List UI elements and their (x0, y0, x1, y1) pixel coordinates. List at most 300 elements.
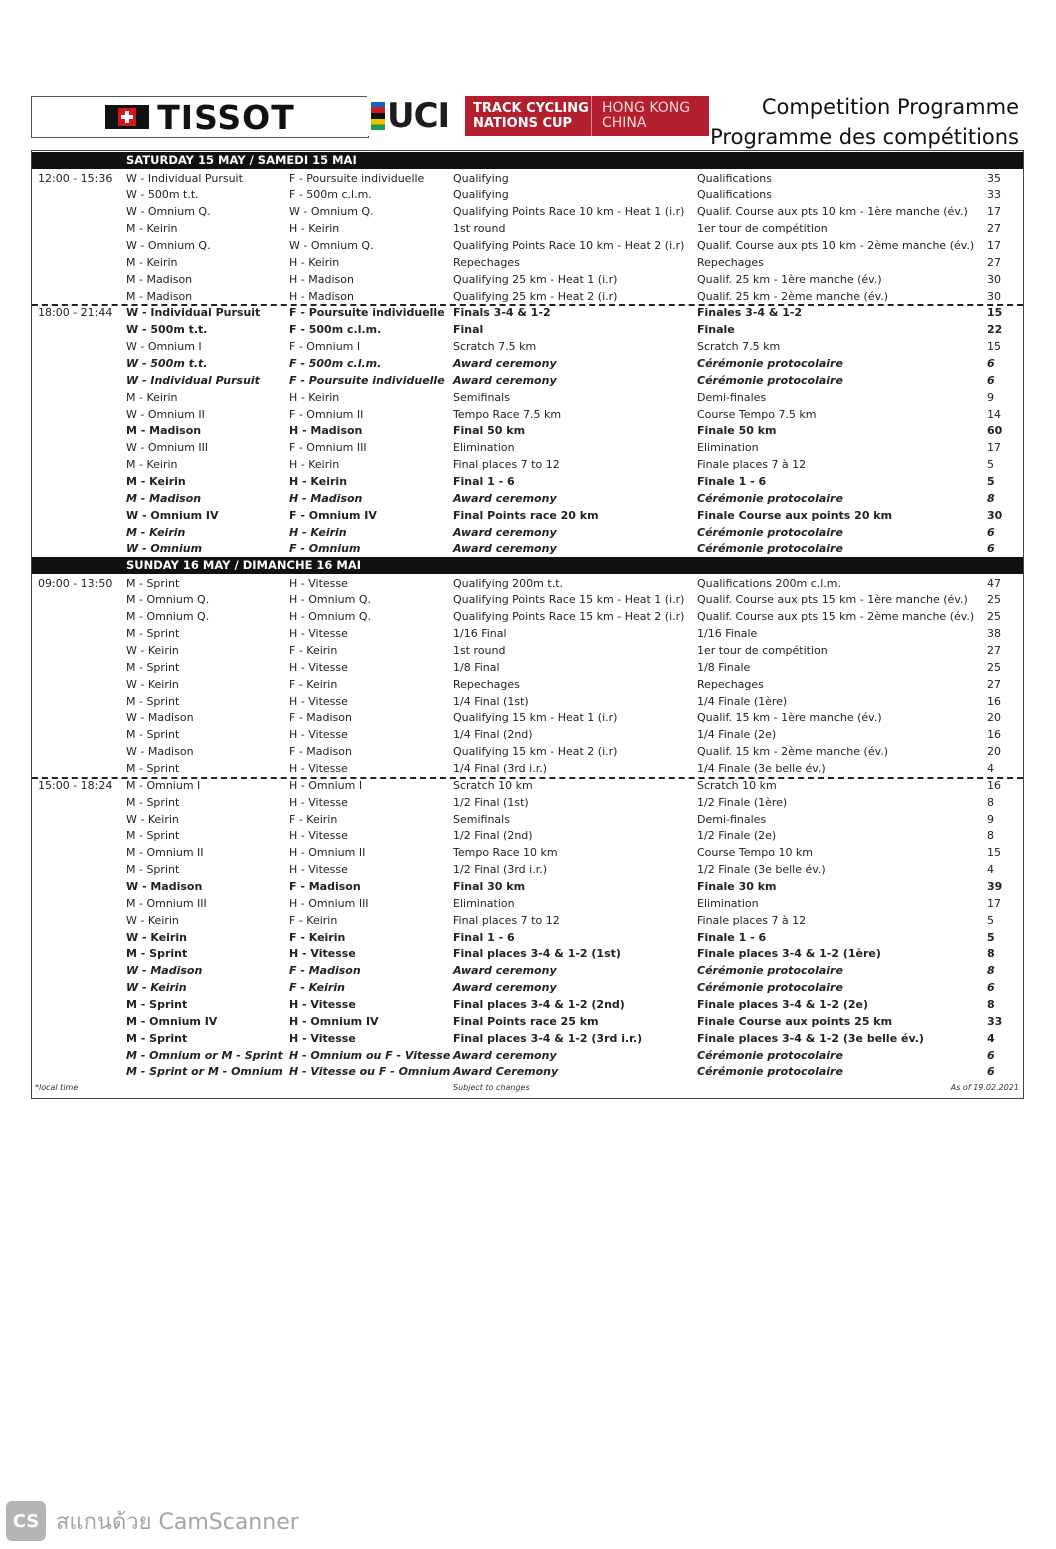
uci-banner (367, 96, 709, 136)
participants-cell: 6 (987, 981, 995, 995)
round-cell: Finals 3-4 & 1-2 (453, 306, 551, 320)
event-fr-cell: W - Omnium Q. (289, 238, 374, 252)
table-row (32, 170, 1023, 187)
event-fr-cell: H - Vitesse (289, 998, 356, 1011)
participants-cell: 39 (987, 879, 1003, 893)
event-fr-cell: F - Omnium III (289, 441, 367, 455)
event-cell: W - Individual Pursuit (126, 306, 261, 320)
table-row (32, 203, 1023, 220)
round-fr-cell: Cérémonie protocolaire (697, 964, 843, 978)
round-fr-cell: Finale 1 - 6 (697, 474, 767, 488)
table-row (32, 591, 1023, 608)
event-fr-cell: H - Keirin (289, 474, 348, 488)
event-cell: M - Keirin (126, 390, 178, 404)
event-cell: M - Omnium II (126, 846, 204, 860)
table-row (32, 507, 1023, 524)
participants-cell: 27 (987, 222, 1001, 236)
event-cell: W - Individual Pursuit (126, 373, 260, 387)
table-row (32, 760, 1023, 777)
round-fr-cell: 1/4 Finale (1ère) (697, 694, 788, 708)
day-header-saturday: SATURDAY 15 MAY / SAMEDI 15 MAI (32, 152, 1023, 169)
participants-cell: 27 (987, 677, 1001, 691)
table-row (32, 929, 1023, 946)
event-fr-cell: F - 500m c.l.m. (289, 188, 372, 202)
event-fr-cell: F - Keirin (289, 981, 345, 995)
round-cell: Elimination (453, 441, 515, 455)
round-cell: Qualifying (453, 188, 509, 202)
event-fr-cell: H - Madison (289, 272, 354, 286)
table-row (32, 220, 1023, 237)
event-cell: M - Sprint (126, 627, 180, 641)
event-fr-cell: H - Omnium ou F - Vitesse (289, 1048, 451, 1062)
day-header-sunday: SUNDAY 16 MAY / DIMANCHE 16 MAI (32, 557, 1023, 574)
event-cell: W - Keirin (126, 981, 187, 995)
participants-cell: 8 (987, 998, 995, 1011)
event-cell: W - 500m t.t. (126, 356, 208, 370)
event-location: HONG KONG CHINA (591, 96, 709, 136)
footnote-local-time: *local time (35, 1083, 79, 1092)
table-row (32, 439, 1023, 456)
table-row (32, 912, 1023, 929)
event-cell: W - Omnium IV (126, 508, 219, 522)
event-cell: W - Omnium I (126, 340, 202, 354)
event-fr-cell: H - Omnium II (289, 846, 366, 860)
round-cell: Qualifying Points Race 10 km - Heat 2 (i.r) (453, 238, 685, 252)
round-fr-cell: Finale 50 km (697, 424, 777, 438)
event-cell: W - Madison (126, 964, 203, 978)
event-cell: W - Omnium Q. (126, 205, 211, 219)
participants-cell: 16 (987, 728, 1001, 742)
round-fr-cell: Qualif. Course aux pts 10 km - 2ème manche (év.) (697, 238, 975, 252)
event-cell: M - Sprint (126, 728, 180, 742)
round-fr-cell: Scratch 7.5 km (697, 340, 781, 354)
round-cell: Elimination (453, 896, 515, 910)
table-row (32, 237, 1023, 254)
event-fr-cell: H - Keirin (289, 390, 340, 404)
event-fr-cell: H - Keirin (289, 458, 340, 472)
event-fr-cell: H - Vitesse (289, 627, 348, 641)
participants-cell: 16 (987, 778, 1001, 792)
round-fr-cell: Finale places 7 à 12 (697, 913, 807, 927)
event-fr-cell: H - Omnium IV (289, 1014, 379, 1028)
round-cell: Final places 7 to 12 (453, 458, 560, 472)
participants-cell: 5 (987, 474, 995, 488)
round-fr-cell: Cérémonie protocolaire (697, 542, 843, 556)
table-row (32, 811, 1023, 828)
participants-cell: 4 (987, 1031, 995, 1045)
event-fr-cell: H - Keirin (289, 222, 340, 236)
round-cell: Qualifying 25 km - Heat 1 (i.r) (453, 272, 618, 286)
round-cell: Qualifying 25 km - Heat 2 (i.r) (453, 289, 618, 303)
event-cell: M - Sprint (126, 660, 180, 674)
round-fr-cell: 1er tour de compétition (697, 643, 828, 657)
time-cell: 18:00 - 21:44 (38, 306, 113, 320)
round-fr-cell: Elimination (697, 896, 759, 910)
event-cell: M - Keirin (126, 222, 178, 236)
round-fr-cell: Qualif. 15 km - 1ère manche (év.) (697, 711, 882, 725)
round-cell: Repechages (453, 677, 520, 691)
event-cell: W - Keirin (126, 643, 179, 657)
participants-cell: 17 (987, 441, 1001, 455)
event-fr-cell: F - 500m c.l.m. (289, 323, 382, 337)
table-row (32, 676, 1023, 693)
round-cell: Final (453, 323, 484, 337)
round-cell: Qualifying 15 km - Heat 1 (i.r) (453, 711, 618, 725)
event-cell: W - Madison (126, 711, 194, 725)
event-cell: M - Sprint (126, 829, 180, 843)
camscanner-logo-icon: CS (6, 1501, 46, 1541)
event-cell: M - Omnium Q. (126, 593, 210, 607)
event-fr-cell: F - Omnium I (289, 340, 361, 354)
event-cell: M - Omnium or M - Sprint (126, 1048, 283, 1062)
round-cell: Qualifying Points Race 10 km - Heat 1 (i.r) (453, 205, 685, 219)
event-cell: W - Omnium (126, 542, 203, 556)
event-cell: M - Sprint (126, 795, 180, 809)
table-row (32, 524, 1023, 541)
round-cell: Scratch 7.5 km (453, 340, 537, 354)
round-fr-cell: Finale 1 - 6 (697, 930, 767, 944)
round-cell: Semifinals (453, 390, 510, 404)
event-cell: M - Madison (126, 289, 193, 303)
round-cell: Qualifying 15 km - Heat 2 (i.r) (453, 745, 618, 759)
round-fr-cell: 1/2 Finale (3e belle év.) (697, 863, 826, 877)
participants-cell: 5 (987, 913, 994, 927)
round-cell: Final Points race 25 km (453, 1014, 599, 1028)
participants-cell: 22 (987, 323, 1003, 337)
camscanner-label: สแกนด้วย CamScanner (56, 1509, 299, 1535)
round-fr-cell: Finale places 3-4 & 1-2 (1ère) (697, 947, 881, 961)
round-cell: Qualifying Points Race 15 km - Heat 1 (i.r) (453, 593, 685, 607)
participants-cell: 6 (987, 373, 995, 387)
event-cell: M - Sprint or M - Omnium (126, 1065, 283, 1079)
round-cell: Award ceremony (453, 1048, 557, 1062)
event-fr-cell: W - Omnium Q. (289, 205, 374, 219)
event-cell: W - Keirin (126, 677, 179, 691)
time-cell: 12:00 - 15:36 (38, 171, 113, 185)
round-fr-cell: Qualifications (697, 188, 773, 202)
event-cell: W - Keirin (126, 930, 187, 944)
event-cell: W - Keirin (126, 812, 179, 826)
round-cell: Final 30 km (453, 879, 526, 893)
event-cell: M - Omnium Q. (126, 610, 210, 624)
event-fr-cell: H - Vitesse (289, 761, 348, 775)
round-fr-cell: 1/8 Finale (697, 660, 751, 674)
round-fr-cell: 1/2 Finale (1ère) (697, 795, 788, 809)
participants-cell: 5 (987, 930, 995, 944)
round-cell: 1/4 Final (3rd i.r.) (453, 761, 547, 775)
participants-cell: 9 (987, 812, 994, 826)
round-fr-cell: Cérémonie protocolaire (697, 1065, 843, 1079)
event-fr-cell: F - Keirin (289, 913, 338, 927)
participants-cell: 33 (987, 188, 1001, 202)
round-cell: Award ceremony (453, 542, 557, 556)
table-row (32, 709, 1023, 726)
table-row (32, 794, 1023, 811)
event-fr-cell: F - Poursuite individuelle (289, 373, 445, 387)
round-cell: Award ceremony (453, 373, 557, 387)
participants-cell: 47 (987, 576, 1001, 590)
table-row (32, 777, 1023, 794)
round-fr-cell: Finale places 3-4 & 1-2 (3e belle év.) (697, 1031, 924, 1045)
table-row (32, 1063, 1023, 1080)
participants-cell: 6 (987, 1065, 995, 1079)
event-fr-cell: F - Poursuite individuelle (289, 306, 445, 320)
round-fr-cell: Finale (697, 323, 735, 337)
event-fr-cell: H - Vitesse (289, 1031, 356, 1045)
round-fr-cell: Qualifications (697, 171, 773, 185)
round-cell: 1/4 Final (1st) (453, 694, 529, 708)
event-fr-cell: F - Keirin (289, 812, 338, 826)
tissot-wordmark: TISSOT (157, 97, 295, 137)
participants-cell: 8 (987, 491, 995, 505)
table-row (32, 1047, 1023, 1064)
participants-cell: 8 (987, 795, 994, 809)
round-fr-cell: 1er tour de compétition (697, 222, 828, 236)
table-row (32, 945, 1023, 962)
table-row (32, 456, 1023, 473)
table-row (32, 186, 1023, 203)
participants-cell: 25 (987, 660, 1001, 674)
participants-cell: 35 (987, 171, 1001, 185)
round-fr-cell: Cérémonie protocolaire (697, 491, 843, 505)
table-row (32, 575, 1023, 592)
event-fr-cell: F - Omnium (289, 542, 361, 556)
event-fr-cell: F - 500m c.l.m. (289, 356, 382, 370)
event-cell: M - Madison (126, 272, 193, 286)
table-row (32, 743, 1023, 760)
table-row (32, 389, 1023, 406)
round-fr-cell: Qualif. Course aux pts 15 km - 1ère manche (év.) (697, 593, 968, 607)
round-fr-cell: 1/4 Finale (3e belle év.) (697, 761, 826, 775)
table-row (32, 355, 1023, 372)
round-fr-cell: Repechages (697, 677, 764, 691)
round-fr-cell: Repechages (697, 255, 764, 269)
event-fr-cell: H - Vitesse (289, 694, 348, 708)
round-fr-cell: Qualif. Course aux pts 10 km - 1ère manche (év.) (697, 205, 968, 219)
event-cell: M - Madison (126, 491, 202, 505)
round-cell: Award Ceremony (453, 1065, 559, 1079)
event-fr-cell: F - Keirin (289, 643, 338, 657)
table-row (32, 1030, 1023, 1047)
participants-cell: 20 (987, 711, 1001, 725)
participants-cell: 15 (987, 340, 1001, 354)
event-fr-cell: F - Omnium IV (289, 508, 377, 522)
event-fr-cell: H - Vitesse (289, 829, 348, 843)
footnote-date: As of 19.02.2021 (950, 1083, 1019, 1092)
participants-cell: 6 (987, 542, 995, 556)
table-row (32, 406, 1023, 423)
round-cell: Final places 3-4 & 1-2 (1st) (453, 947, 621, 961)
participants-cell: 8 (987, 947, 995, 961)
table-row (32, 338, 1023, 355)
page-title (710, 92, 1019, 152)
round-fr-cell: Demi-finales (697, 390, 767, 404)
event-cell: M - Sprint (126, 694, 180, 708)
camscanner-watermark (6, 1500, 299, 1542)
participants-cell: 6 (987, 525, 995, 539)
event-cell: M - Sprint (126, 1031, 188, 1045)
event-cell: M - Omnium IV (126, 1014, 218, 1028)
event-cell: W - Madison (126, 745, 194, 759)
round-cell: Scratch 10 km (453, 778, 533, 792)
round-cell: 1/4 Final (2nd) (453, 728, 533, 742)
event-cell: M - Sprint (126, 761, 180, 775)
table-row (32, 962, 1023, 979)
round-cell: Final Points race 20 km (453, 508, 599, 522)
table-row (32, 540, 1023, 557)
event-fr-cell: H - Vitesse (289, 947, 356, 961)
event-fr-cell: H - Vitesse ou F - Omnium (289, 1065, 451, 1079)
participants-cell: 4 (987, 761, 994, 775)
event-cell: W - Madison (126, 879, 203, 893)
event-cell: M - Sprint (126, 576, 180, 590)
table-row (32, 304, 1023, 321)
round-cell: Final 1 - 6 (453, 930, 515, 944)
round-fr-cell: Qualifications 200m c.l.m. (697, 576, 842, 590)
round-cell: Final 50 km (453, 424, 526, 438)
schedule-table (31, 150, 1024, 1099)
round-fr-cell: Finale Course aux points 25 km (697, 1014, 893, 1028)
table-row (32, 372, 1023, 389)
event-fr-cell: H - Omnium Q. (289, 610, 371, 624)
round-cell: Tempo Race 10 km (453, 846, 558, 860)
uci-wordmark: UCI (387, 96, 450, 136)
event-fr-cell: F - Madison (289, 745, 352, 759)
event-cell: M - Sprint (126, 998, 188, 1011)
round-cell: Award ceremony (453, 964, 557, 978)
event-name: TRACK CYCLING NATIONS CUP (465, 96, 591, 136)
event-cell: M - Keirin (126, 525, 186, 539)
table-row (32, 608, 1023, 625)
event-fr-cell: H - Vitesse (289, 576, 348, 590)
event-fr-cell: F - Poursuite individuelle (289, 171, 425, 185)
table-row (32, 827, 1023, 844)
table-row (32, 625, 1023, 642)
participants-cell: 27 (987, 643, 1001, 657)
round-cell: 1/2 Final (2nd) (453, 829, 533, 843)
participants-cell: 27 (987, 255, 1001, 269)
event-cell: M - Sprint (126, 947, 188, 961)
round-fr-cell: Cérémonie protocolaire (697, 356, 843, 370)
round-cell: Final places 3-4 & 1-2 (2nd) (453, 998, 625, 1011)
footnote-subject-to-changes: Subject to changes (453, 1083, 530, 1092)
round-fr-cell: Qualif. 25 km - 2ème manche (év.) (697, 289, 889, 303)
round-fr-cell: Finale places 7 à 12 (697, 458, 807, 472)
round-fr-cell: Cérémonie protocolaire (697, 981, 843, 995)
table-row (32, 271, 1023, 288)
round-fr-cell: Cérémonie protocolaire (697, 373, 843, 387)
round-cell: Award ceremony (453, 491, 557, 505)
round-cell: Repechages (453, 255, 520, 269)
event-fr-cell: F - Omnium II (289, 407, 364, 421)
event-cell: M - Omnium III (126, 896, 207, 910)
event-cell: M - Madison (126, 424, 202, 438)
participants-cell: 15 (987, 846, 1001, 860)
table-row (32, 693, 1023, 710)
table-footer (32, 1083, 1023, 1097)
table-row (32, 422, 1023, 439)
round-cell: Qualifying (453, 171, 509, 185)
round-cell: 1/8 Final (453, 660, 500, 674)
round-cell: Final places 7 to 12 (453, 913, 560, 927)
table-row (32, 659, 1023, 676)
uci-logo (367, 96, 465, 136)
round-fr-cell: Finale 30 km (697, 879, 777, 893)
round-fr-cell: Course Tempo 10 km (697, 846, 814, 860)
event-cell: M - Keirin (126, 458, 178, 472)
table-row (32, 844, 1023, 861)
participants-cell: 60 (987, 424, 1003, 438)
event-fr-cell: H - Vitesse (289, 728, 348, 742)
event-cell: M - Sprint (126, 863, 180, 877)
round-fr-cell: 1/2 Finale (2e) (697, 829, 777, 843)
participants-cell: 6 (987, 356, 995, 370)
round-fr-cell: Finales 3-4 & 1-2 (697, 306, 803, 320)
table-row (32, 878, 1023, 895)
round-fr-cell: Finale Course aux points 20 km (697, 508, 893, 522)
round-cell: 1/16 Final (453, 627, 507, 641)
event-cell: M - Omnium I (126, 778, 201, 792)
round-cell: Award ceremony (453, 356, 557, 370)
round-cell: Tempo Race 7.5 km (453, 407, 562, 421)
participants-cell: 30 (987, 508, 1003, 522)
event-fr-cell: H - Vitesse (289, 795, 348, 809)
round-cell: 1/2 Final (3rd i.r.) (453, 863, 547, 877)
swiss-cross-icon (105, 105, 149, 129)
participants-cell: 5 (987, 458, 994, 472)
round-fr-cell: 1/4 Finale (2e) (697, 728, 777, 742)
round-fr-cell: Cérémonie protocolaire (697, 525, 843, 539)
participants-cell: 4 (987, 863, 994, 877)
event-cell: W - Omnium Q. (126, 238, 211, 252)
round-fr-cell: Finale places 3-4 & 1-2 (2e) (697, 998, 869, 1011)
rainbow-stripes-icon (371, 102, 385, 130)
event-fr-cell: F - Madison (289, 964, 361, 978)
round-fr-cell: 1/16 Finale (697, 627, 758, 641)
event-cell: W - Omnium II (126, 407, 205, 421)
table-row (32, 996, 1023, 1013)
event-fr-cell: F - Madison (289, 711, 352, 725)
participants-cell: 38 (987, 627, 1001, 641)
participants-cell: 16 (987, 694, 1001, 708)
event-fr-cell: F - Madison (289, 879, 361, 893)
round-cell: Award ceremony (453, 525, 557, 539)
table-row (32, 490, 1023, 507)
participants-cell: 15 (987, 306, 1003, 320)
round-cell: Qualifying Points Race 15 km - Heat 2 (i.r) (453, 610, 685, 624)
event-fr-cell: H - Madison (289, 289, 354, 303)
round-fr-cell: Cérémonie protocolaire (697, 1048, 843, 1062)
event-cell: W - Keirin (126, 913, 179, 927)
event-fr-cell: F - Keirin (289, 930, 346, 944)
table-row (32, 979, 1023, 996)
table-row (32, 254, 1023, 271)
tissot-logo (31, 96, 369, 138)
round-fr-cell: Course Tempo 7.5 km (697, 407, 817, 421)
table-row (32, 473, 1023, 490)
round-fr-cell: Qualif. 15 km - 2ème manche (év.) (697, 745, 889, 759)
round-cell: Qualifying 200m t.t. (453, 576, 564, 590)
event-cell: W - Individual Pursuit (126, 171, 243, 185)
table-row (32, 726, 1023, 743)
participants-cell: 25 (987, 610, 1001, 624)
round-fr-cell: Demi-finales (697, 812, 767, 826)
participants-cell: 17 (987, 896, 1001, 910)
time-cell: 09:00 - 13:50 (38, 576, 113, 590)
event-cell: W - 500m t.t. (126, 323, 208, 337)
event-fr-cell: F - Keirin (289, 677, 338, 691)
round-cell: Final 1 - 6 (453, 474, 515, 488)
